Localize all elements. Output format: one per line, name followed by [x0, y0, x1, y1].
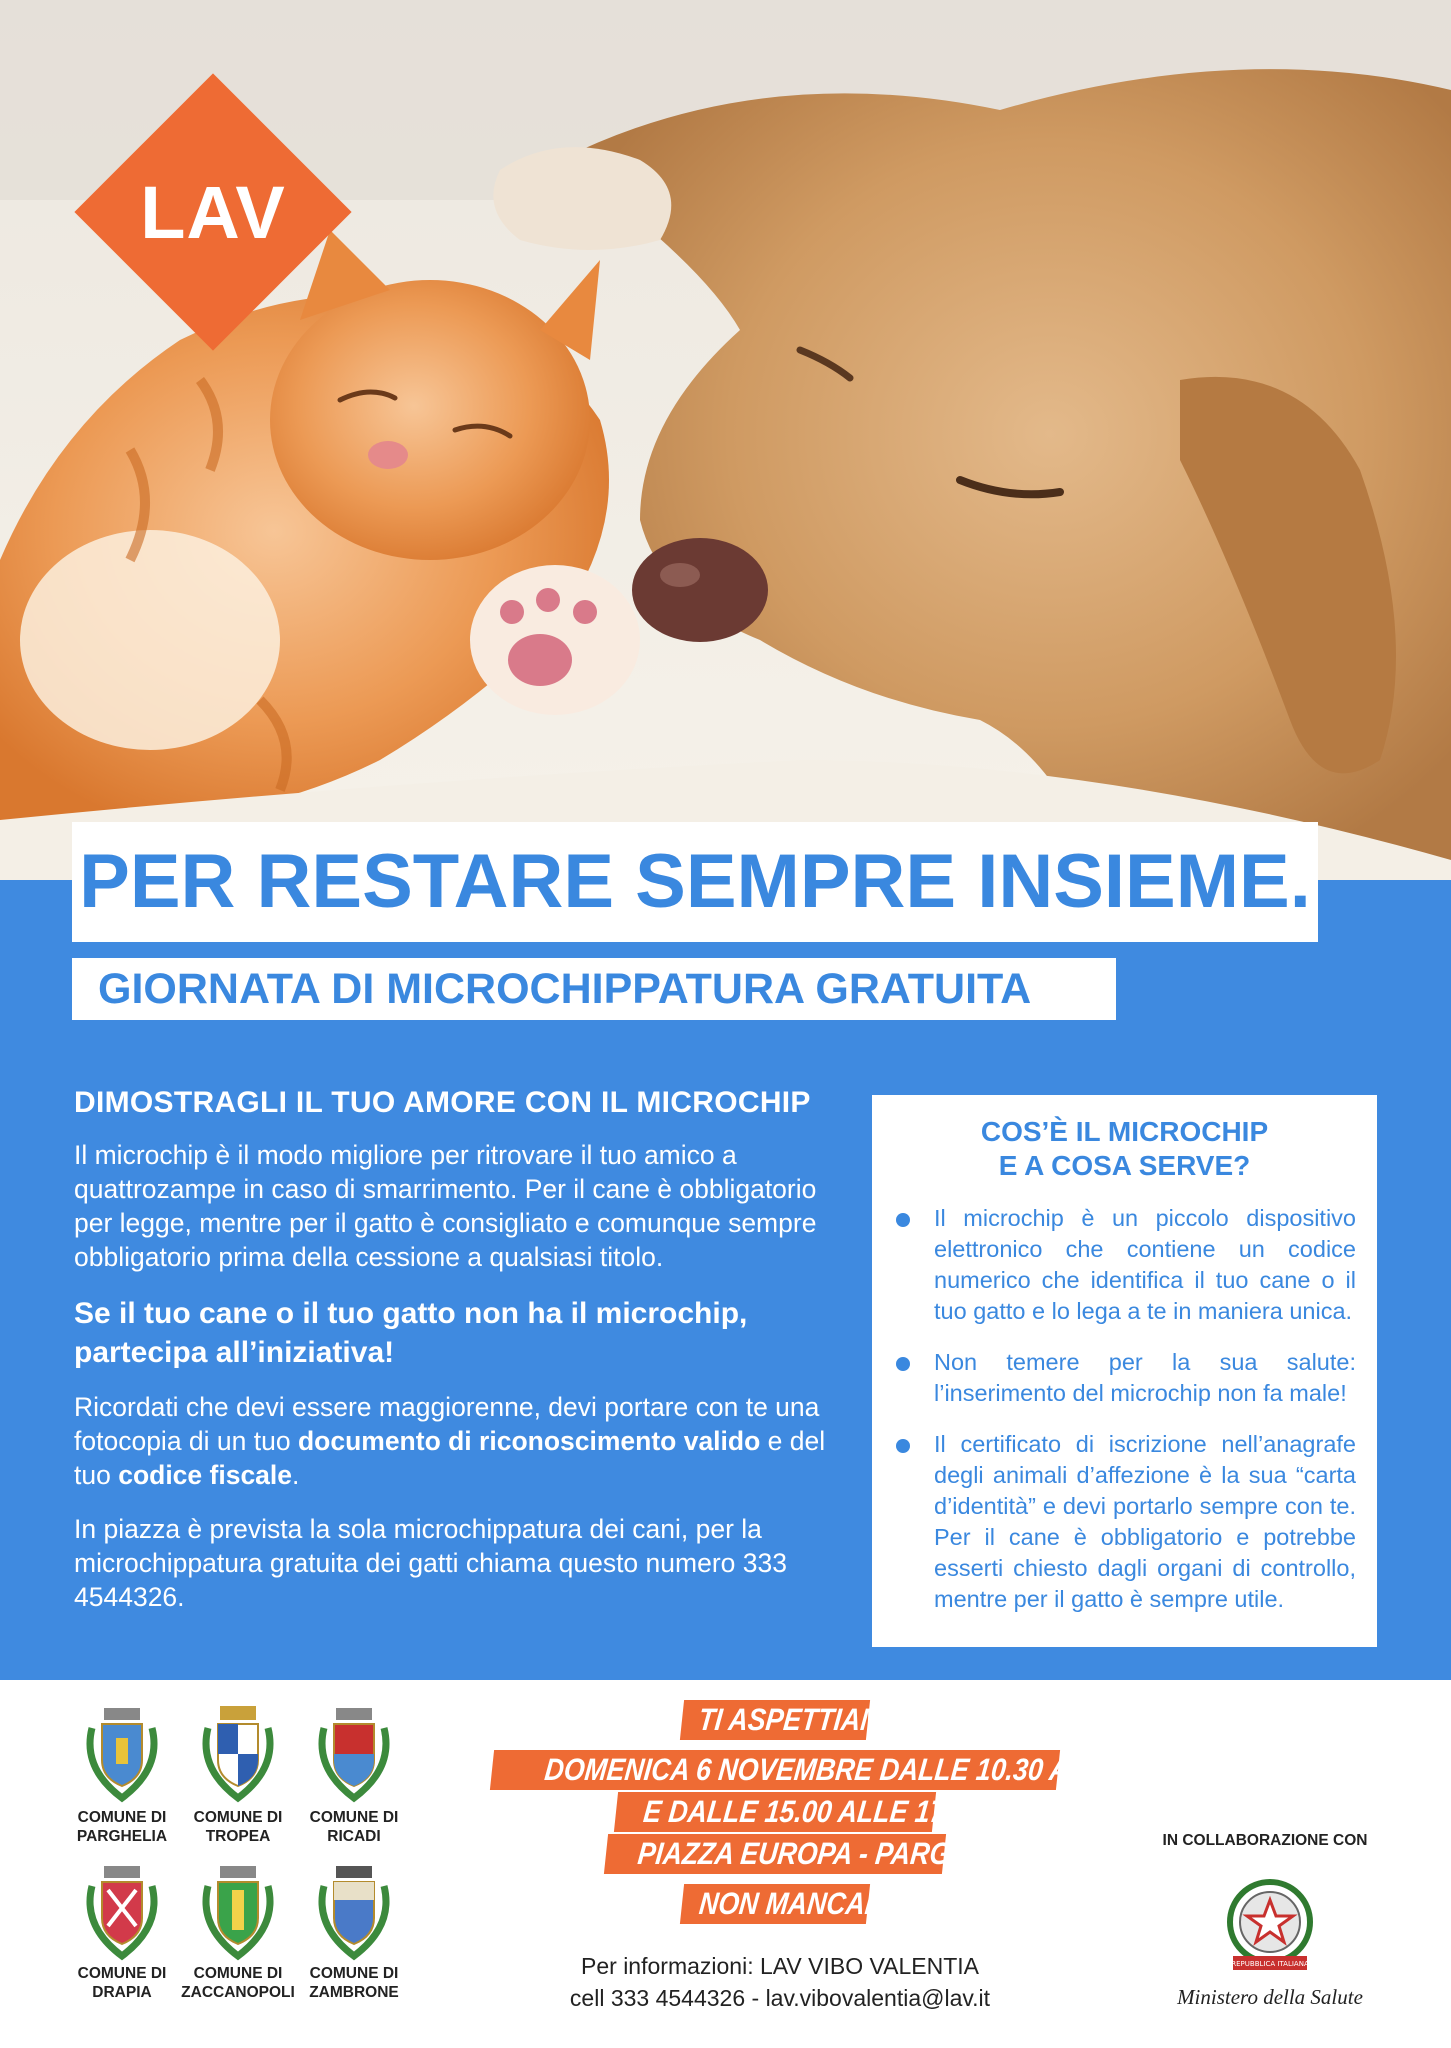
req-bold-codice: codice fiscale — [118, 1460, 293, 1490]
comune-line1: COMUNE DI — [309, 1809, 399, 1826]
collab-label: IN COLLABORAZIONE CON — [1162, 1832, 1368, 1849]
event-banner-2 — [490, 1750, 1196, 1790]
subheadline: GIORNATA DI MICROCHIPPATURA GRATUITA — [98, 965, 1032, 1013]
event-line-5: NON MANCARE! — [697, 1886, 913, 1921]
requirements-paragraph — [74, 1390, 834, 1492]
crest-ricadi-icon — [304, 1698, 404, 1804]
event-banner-5 — [680, 1884, 913, 1924]
hero-photo — [0, 0, 1451, 880]
info-title-line1: COS’È IL MICROCHIP — [980, 1116, 1269, 1147]
intro-paragraph: Il microchip è il modo migliore per ritrovare il tuo amico a quattrozampe in caso di smarrimento. Per il cane è obbligatorio per legge, mentre per il gatto è consigliato e comunque sempre obbligatorio prima della cessione a qualsiasi titolo. — [74, 1140, 817, 1272]
left-heading: DIMOSTRAGLI IL TUO AMORE CON IL MICROCHIP — [74, 1086, 811, 1119]
event-line-3: E DALLE 15.00 ALLE 17.30 — [641, 1794, 984, 1829]
emblem-ribbon-text: REPUBBLICA ITALIANA — [1231, 1960, 1309, 1968]
info-item-text: Il microchip è un piccolo dispositivo elettronico che contiene un codice numerico che identifica il tuo cane o il tuo gatto e lo lega a te in maniera unica. — [934, 1205, 1356, 1324]
headline-box — [72, 822, 1318, 942]
info-title — [872, 1115, 1377, 1183]
comune-label — [289, 1964, 419, 2002]
contact-line1: Per informazioni: LAV VIBO VALENTIA — [581, 1953, 979, 1979]
comune-line2: DRAPIA — [92, 1984, 152, 2001]
event-line-1: TI ASPETTIAMO — [696, 1702, 906, 1737]
subheadline-box — [72, 958, 1116, 1020]
comune-label — [57, 1808, 187, 1846]
info-item-text: Il certificato di iscrizione nell’anagrafe degli animali d’affezione è la sua “carta d’identità” e devi portarlo sempre con te. Per il cane è obbligatorio e potrebbe esserti chiesto dagli organi di controllo, mentre per il gatto è sempre utile. — [934, 1431, 1356, 1612]
comune-label — [57, 1964, 187, 2002]
comune-line1: COMUNE DI — [77, 1809, 167, 1826]
comune-line2: TROPEA — [205, 1828, 271, 1845]
event-line-4: PIAZZA EUROPA - PARGHELIA — [636, 1836, 1033, 1871]
comune-line2: ZACCANOPOLI — [181, 1984, 295, 2001]
left-column — [74, 1086, 834, 1634]
cats-paragraph: In piazza è prevista la sola microchippatura dei cani, per la microchippatura gratuita dei gatti chiama questo numero 333 4544326. — [74, 1514, 787, 1612]
req-text-1: Ricordati che devi essere maggiorenne, devi portare con te una fotocopia di un tuo — [74, 1392, 820, 1456]
event-banner-1 — [680, 1700, 906, 1740]
crest-zaccanopoli-icon — [188, 1856, 288, 1962]
event-line-2: DOMENICA 6 NOVEMBRE DALLE 10.30 ALLE 12.30 — [542, 1752, 1196, 1787]
info-item-text: Non temere per la sua salute: l’inserimento del microchip non fa male! — [934, 1349, 1356, 1406]
req-bold-document: documento di riconoscimento valido — [297, 1426, 761, 1456]
event-banner-4 — [604, 1834, 1033, 1874]
callout-text: Se il tuo cane o il tuo gatto non ha il microchip, partecipa all’iniziativa! — [74, 1297, 748, 1369]
comune-line1: COMUNE DI — [193, 1809, 283, 1826]
crest-zambrone-icon — [304, 1856, 404, 1962]
comune-line2: RICADI — [327, 1828, 381, 1845]
comune-line1: COMUNE DI — [193, 1965, 283, 1982]
comune-line2: PARGHELIA — [76, 1828, 168, 1845]
comune-label — [173, 1964, 303, 2002]
italian-emblem-icon — [1215, 1870, 1325, 1980]
event-banner-3 — [614, 1792, 984, 1832]
lav-logo — [75, 74, 351, 350]
ministry-name: Ministero della Salute — [1177, 1985, 1363, 2009]
comune-line1: COMUNE DI — [309, 1965, 399, 1982]
info-item — [894, 1429, 1356, 1615]
bullet-icon — [896, 1213, 910, 1227]
comune-line2: ZAMBRONE — [309, 1984, 399, 2001]
bullet-icon — [896, 1439, 910, 1453]
comune-label — [289, 1808, 419, 1846]
contact-line2: cell 333 4544326 - lav.vibovalentia@lav.it — [569, 1985, 991, 2011]
crest-parghelia-icon — [72, 1698, 172, 1804]
logo-text: LAV — [140, 171, 286, 254]
info-title-line2: E A COSA SERVE? — [998, 1150, 1251, 1181]
contact-info — [500, 1950, 1060, 2014]
headline: PER RESTARE SEMPRE INSIEME. — [79, 839, 1311, 924]
info-list — [894, 1203, 1356, 1635]
comune-label — [173, 1808, 303, 1846]
dog-nose — [632, 538, 768, 642]
info-box — [872, 1095, 1377, 1647]
req-text-3: . — [292, 1460, 300, 1490]
comune-line1: COMUNE DI — [77, 1965, 167, 1982]
crest-tropea-icon — [188, 1698, 288, 1804]
info-item — [894, 1347, 1356, 1409]
info-item — [894, 1203, 1356, 1327]
crest-drapia-icon — [72, 1856, 172, 1962]
bullet-icon — [896, 1357, 910, 1371]
req-text-2: e del tuo — [74, 1426, 826, 1490]
